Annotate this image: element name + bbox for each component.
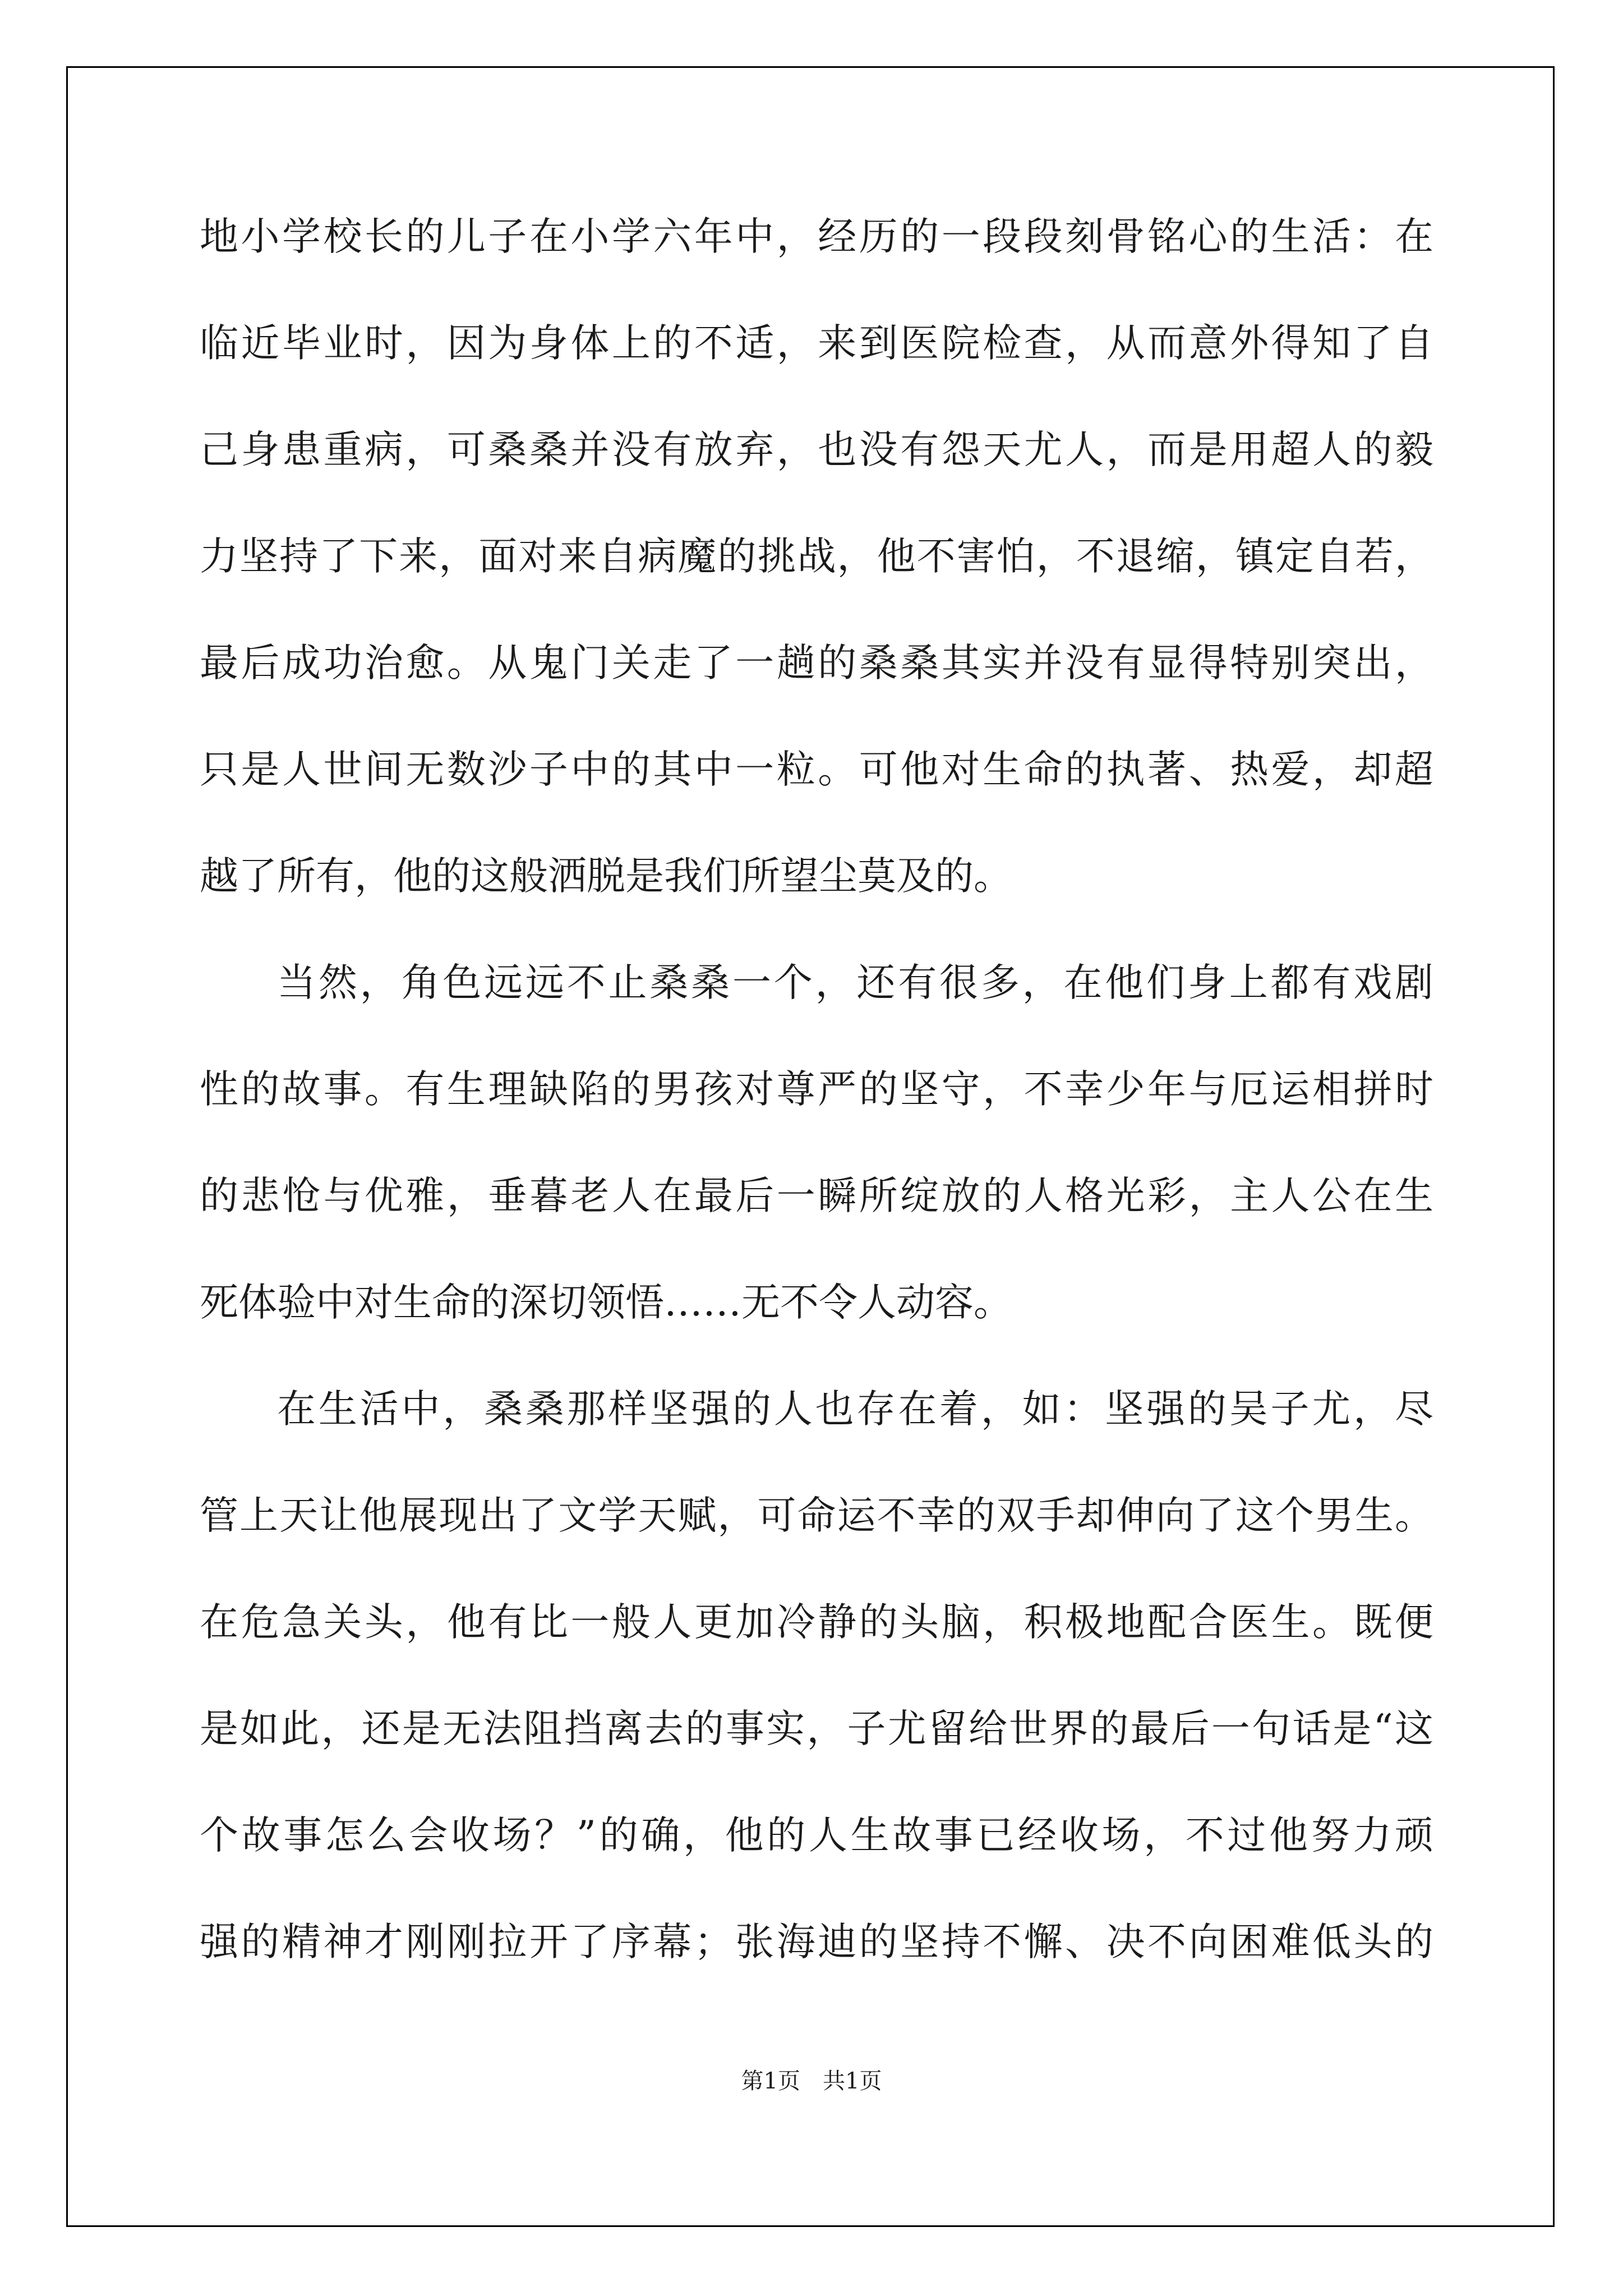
- text-line: 当然，角色远远不止桑桑一个，还有很多，在他们身上都有戏剧: [277, 960, 1433, 1005]
- text-line: 的悲怆与优雅，垂暮老人在最后一瞬所绽放的人格光彩，主人公在生: [200, 1174, 1433, 1218]
- text-line: 临近毕业时，因为身体上的不适，来到医院检查，从而意外得知了自: [200, 321, 1433, 366]
- text-line: 己身患重病，可桑桑并没有放弃，也没有怨天尤人，而是用超人的毅: [200, 427, 1433, 472]
- text-line: 在危急关头，他有比一般人更加冷静的头脑，积极地配合医生。既便: [200, 1600, 1433, 1645]
- text-line: 管上天让他展现出了文学天赋，可命运不幸的双手却伸向了这个男生。: [200, 1493, 1433, 1538]
- text-line: 只是人世间无数沙子中的其中一粒。可他对生命的执著、热爱，却超: [200, 747, 1433, 792]
- text-line: 力坚持了下来，面对来自病魔的挑战，他不害怕，不退缩，镇定自若，: [200, 534, 1433, 579]
- page-footer: 第1页 共1页: [741, 2068, 882, 2094]
- text-line: 强的精神才刚刚拉开了序幕；张海迪的坚持不懈、决不向困难低头的: [200, 1920, 1433, 1964]
- text-line: 越了所有，他的这般洒脱是我们所望尘莫及的。: [200, 854, 1012, 899]
- text-line: 最后成功治愈。从鬼门关走了一趟的桑桑其实并没有显得特别突出，: [200, 641, 1433, 685]
- text-line: 是如此，还是无法阻挡离去的事实，子尤留给世界的最后一句话是“这: [200, 1706, 1433, 1751]
- text-line: 在生活中，桑桑那样坚强的人也存在着，如：坚强的吴子尤，尽: [277, 1387, 1433, 1432]
- text-line: 死体验中对生命的深切领悟……无不令人动容。: [200, 1280, 1012, 1325]
- text-line: 个故事怎么会收场？”的确，他的人生故事已经收场，不过他努力顽: [200, 1813, 1433, 1858]
- document-body: [200, 214, 1433, 2030]
- text-line: 地小学校长的儿子在小学六年中，经历的一段段刻骨铭心的生活：在: [200, 214, 1433, 259]
- text-line: 性的故事。有生理缺陷的男孩对尊严的坚守，不幸少年与厄运相拼时: [200, 1067, 1433, 1112]
